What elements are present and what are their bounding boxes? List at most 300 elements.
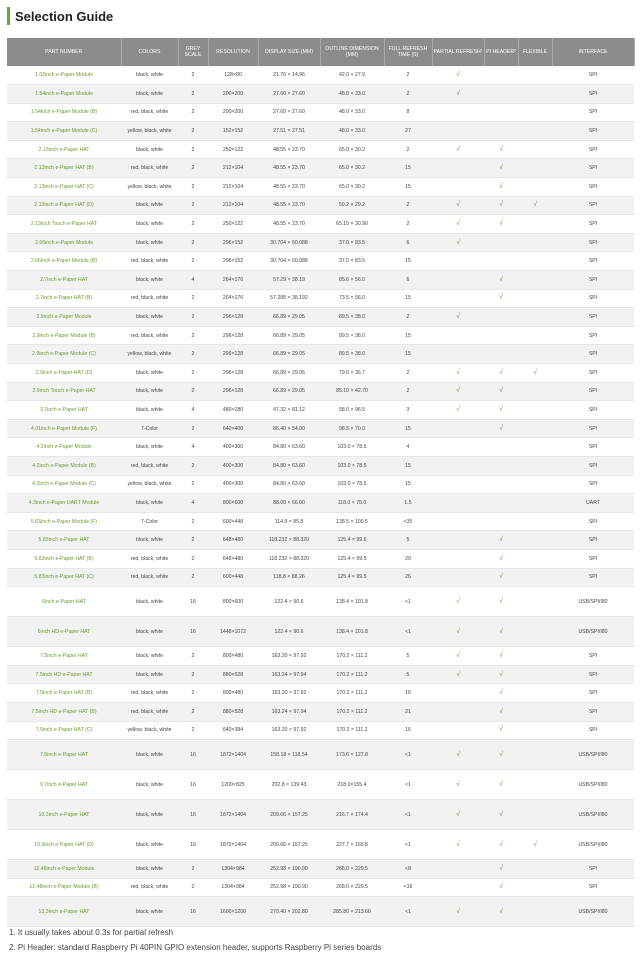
table-row bbox=[7, 531, 634, 550]
cell-colors: red, black, white bbox=[121, 456, 178, 475]
cell-iface: SPI bbox=[552, 878, 634, 897]
check-mark-cell bbox=[432, 122, 484, 141]
cell-refresh: 15 bbox=[384, 326, 432, 345]
cell-res: 1872×1404 bbox=[208, 800, 258, 830]
check-mark-cell bbox=[432, 549, 484, 568]
cell-disp: 48.55 × 23.70 bbox=[258, 178, 320, 197]
check-mark-cell: √ bbox=[432, 85, 484, 104]
table-row bbox=[7, 494, 634, 513]
cell-grey: 2 bbox=[178, 531, 208, 550]
cell-iface: SPI bbox=[552, 549, 634, 568]
cell-colors: black, white bbox=[121, 860, 178, 879]
table-header-row bbox=[7, 38, 634, 66]
cell-refresh: <35 bbox=[384, 512, 432, 531]
table-row bbox=[7, 770, 634, 800]
cell-res: 296×128 bbox=[208, 364, 258, 383]
check-mark-cell bbox=[518, 345, 552, 364]
table-row bbox=[7, 140, 634, 159]
part-number-link[interactable]: 6inch e-Paper HAT bbox=[7, 587, 121, 617]
check-mark-cell bbox=[432, 178, 484, 197]
cell-disp: 270.40 × 202.80 bbox=[258, 897, 320, 927]
cell-grey: 2 bbox=[178, 878, 208, 897]
part-number-link[interactable]: 7.5inch e-Paper HAT (C) bbox=[7, 721, 121, 740]
part-number-link[interactable]: 7.5inch e-Paper HAT (B) bbox=[7, 684, 121, 703]
part-number-link[interactable]: 2.13inch Touch e-Paper HAT bbox=[7, 215, 121, 234]
cell-disp: 163.20 × 97.92 bbox=[258, 721, 320, 740]
check-mark-cell bbox=[484, 326, 518, 345]
table-row bbox=[7, 665, 634, 684]
part-number-link[interactable]: 5.83inch e-Paper HAT bbox=[7, 531, 121, 550]
column-header: PARTIAL REFRESH¹ bbox=[432, 38, 484, 66]
table-row bbox=[7, 271, 634, 290]
cell-outline: 85.10 × 42.70 bbox=[320, 382, 384, 401]
check-mark-cell: √ bbox=[484, 617, 518, 647]
check-mark-cell: √ bbox=[484, 587, 518, 617]
cell-outline: 42.0 × 27.9 bbox=[320, 66, 384, 85]
cell-refresh: <16 bbox=[384, 878, 432, 897]
cell-grey: 2 bbox=[178, 364, 208, 383]
cell-res: 640×384 bbox=[208, 721, 258, 740]
cell-iface: SPI bbox=[552, 382, 634, 401]
check-mark-cell bbox=[432, 271, 484, 290]
check-mark-cell bbox=[518, 878, 552, 897]
part-number-link[interactable]: 2.13inch e-Paper HAT (D) bbox=[7, 196, 121, 215]
part-number-link[interactable]: 2.9inch Touch e-Paper HAT bbox=[7, 382, 121, 401]
table-row bbox=[7, 617, 634, 647]
check-mark-cell: √ bbox=[432, 617, 484, 647]
cell-grey: 2 bbox=[178, 66, 208, 85]
cell-iface: SPI bbox=[552, 326, 634, 345]
part-number-link[interactable]: 4.2inch e-Paper Module (C) bbox=[7, 475, 121, 494]
cell-colors: black, white bbox=[121, 800, 178, 830]
column-header: DISPLAY SIZE (MM) bbox=[258, 38, 320, 66]
part-number-link[interactable]: 7.8inch e-Paper HAT bbox=[7, 740, 121, 770]
cell-outline: 73.5 × 56.0 bbox=[320, 289, 384, 308]
check-mark-cell bbox=[518, 438, 552, 457]
check-mark-cell bbox=[518, 66, 552, 85]
part-number-link[interactable]: 7.5inch e-Paper HAT bbox=[7, 647, 121, 666]
check-mark-cell bbox=[432, 438, 484, 457]
cell-res: 880×528 bbox=[208, 665, 258, 684]
check-mark-cell bbox=[518, 587, 552, 617]
part-number-link[interactable]: 1.54inch e-Paper Module (B) bbox=[7, 103, 121, 122]
check-mark-cell bbox=[484, 512, 518, 531]
table-row bbox=[7, 721, 634, 740]
cell-refresh: 2 bbox=[384, 66, 432, 85]
check-mark-cell bbox=[432, 159, 484, 178]
cell-colors: black, white bbox=[121, 271, 178, 290]
cell-grey: 2 bbox=[178, 382, 208, 401]
part-number-link[interactable]: 2.9inch e-Paper Module (C) bbox=[7, 345, 121, 364]
check-mark-cell bbox=[432, 475, 484, 494]
cell-outline: 103.0 × 78.5 bbox=[320, 475, 384, 494]
cell-iface: SPI bbox=[552, 860, 634, 879]
part-number-link[interactable]: 4.2inch e-Paper Module (B) bbox=[7, 456, 121, 475]
cell-refresh: 4 bbox=[384, 438, 432, 457]
check-mark-cell: √ bbox=[484, 364, 518, 383]
part-number-link[interactable]: 1.02inch e-Paper Module bbox=[7, 66, 121, 85]
check-mark-cell: √ bbox=[432, 308, 484, 327]
cell-disp: 66.89 × 29.05 bbox=[258, 364, 320, 383]
part-number-link[interactable]: 10.3inch e-Paper HAT (D) bbox=[7, 830, 121, 860]
cell-disp: 27.60 × 27.60 bbox=[258, 103, 320, 122]
cell-outline: 118.0 × 75.0 bbox=[320, 494, 384, 513]
cell-disp: 66.89 × 29.05 bbox=[258, 345, 320, 364]
check-mark-cell: √ bbox=[484, 215, 518, 234]
part-number-link[interactable]: 4.2inch e-Paper Module bbox=[7, 438, 121, 457]
cell-colors: black, white bbox=[121, 401, 178, 420]
cell-iface: SPI bbox=[552, 419, 634, 438]
cell-outline: 58.0 × 96.5 bbox=[320, 401, 384, 420]
cell-iface: SPI bbox=[552, 702, 634, 721]
part-number-link[interactable]: 2.13inch e-Paper HAT (C) bbox=[7, 178, 121, 197]
check-mark-cell bbox=[518, 740, 552, 770]
check-mark-cell bbox=[518, 549, 552, 568]
cell-outline: 103.0 × 78.5 bbox=[320, 456, 384, 475]
cell-outline: 65.0 × 30.2 bbox=[320, 159, 384, 178]
part-number-link[interactable]: 5.65inch e-Paper Module (F) bbox=[7, 512, 121, 531]
cell-outline: 48.0 × 33.0 bbox=[320, 85, 384, 104]
check-mark-cell bbox=[518, 308, 552, 327]
check-mark-cell bbox=[432, 512, 484, 531]
table-row bbox=[7, 830, 634, 860]
cell-colors: red, black, white bbox=[121, 326, 178, 345]
cell-iface: SPI bbox=[552, 684, 634, 703]
cell-outline: 268.0 × 229.5 bbox=[320, 860, 384, 879]
cell-iface: SPI bbox=[552, 140, 634, 159]
part-number-link[interactable]: 2.7inch e-Paper HAT (B) bbox=[7, 289, 121, 308]
cell-refresh: 2 bbox=[384, 364, 432, 383]
cell-grey: 2 bbox=[178, 549, 208, 568]
cell-outline: 285.80 × 213.60 bbox=[320, 897, 384, 927]
check-mark-cell bbox=[432, 456, 484, 475]
check-mark-cell: √ bbox=[484, 159, 518, 178]
table-row bbox=[7, 684, 634, 703]
cell-grey: 2 bbox=[178, 289, 208, 308]
title-accent-bar bbox=[7, 7, 10, 25]
cell-grey: 2 bbox=[178, 196, 208, 215]
part-number-link[interactable]: 2.9inch e-Paper Module (B) bbox=[7, 326, 121, 345]
check-mark-cell: √ bbox=[484, 647, 518, 666]
cell-refresh: 16 bbox=[384, 684, 432, 703]
cell-colors: yellow, black, white bbox=[121, 721, 178, 740]
table-row bbox=[7, 345, 634, 364]
check-mark-cell: √ bbox=[432, 800, 484, 830]
check-mark-cell bbox=[432, 684, 484, 703]
check-mark-cell: √ bbox=[432, 647, 484, 666]
cell-res: 264×176 bbox=[208, 271, 258, 290]
cell-colors: red, black, white bbox=[121, 549, 178, 568]
cell-iface: SPI bbox=[552, 475, 634, 494]
cell-res: 400×300 bbox=[208, 438, 258, 457]
cell-grey: 2 bbox=[178, 308, 208, 327]
cell-res: 296×152 bbox=[208, 252, 258, 271]
cell-iface: SPI bbox=[552, 159, 634, 178]
cell-outline: 125.4 × 99.5 bbox=[320, 568, 384, 587]
check-mark-cell: √ bbox=[484, 289, 518, 308]
cell-refresh: 2 bbox=[384, 196, 432, 215]
part-number-link[interactable]: 2.66inch e-Paper Module bbox=[7, 233, 121, 252]
part-number-link[interactable]: 1.54inch e-Paper Module bbox=[7, 85, 121, 104]
cell-disp: 57.29 × 38.19 bbox=[258, 271, 320, 290]
cell-res: 200×200 bbox=[208, 85, 258, 104]
table-row bbox=[7, 308, 634, 327]
cell-refresh: 15 bbox=[384, 289, 432, 308]
cell-outline: 138.4 × 101.8 bbox=[320, 617, 384, 647]
cell-iface: SPI bbox=[552, 531, 634, 550]
check-mark-cell bbox=[484, 475, 518, 494]
cell-res: 296×128 bbox=[208, 345, 258, 364]
check-mark-cell bbox=[484, 66, 518, 85]
cell-res: 212×104 bbox=[208, 178, 258, 197]
cell-res: 250×122 bbox=[208, 215, 258, 234]
cell-iface: SPI bbox=[552, 345, 634, 364]
cell-disp: 252.98 × 190.90 bbox=[258, 878, 320, 897]
check-mark-cell bbox=[518, 702, 552, 721]
part-number-link[interactable]: 3.7inch e-Paper HAT bbox=[7, 401, 121, 420]
check-mark-cell: √ bbox=[432, 196, 484, 215]
check-mark-cell: √ bbox=[484, 684, 518, 703]
table-row bbox=[7, 512, 634, 531]
table-row bbox=[7, 587, 634, 617]
cell-disp: 27.60 × 27.60 bbox=[258, 85, 320, 104]
table-row bbox=[7, 419, 634, 438]
cell-iface: USB/SPI/I80 bbox=[552, 800, 634, 830]
cell-grey: 2 bbox=[178, 647, 208, 666]
cell-colors: black, white bbox=[121, 85, 178, 104]
table-row bbox=[7, 647, 634, 666]
cell-res: 400×300 bbox=[208, 456, 258, 475]
cell-colors: black, white bbox=[121, 438, 178, 457]
check-mark-cell: √ bbox=[484, 419, 518, 438]
cell-colors: black, white bbox=[121, 665, 178, 684]
table-row bbox=[7, 897, 634, 927]
cell-grey: 2 bbox=[178, 122, 208, 141]
check-mark-cell bbox=[518, 897, 552, 927]
check-mark-cell bbox=[518, 178, 552, 197]
check-mark-cell: √ bbox=[432, 66, 484, 85]
cell-disp: 163.20 × 97.92 bbox=[258, 684, 320, 703]
cell-disp: 252.98 × 190.90 bbox=[258, 860, 320, 879]
check-mark-cell: √ bbox=[432, 364, 484, 383]
cell-iface: SPI bbox=[552, 215, 634, 234]
table-row bbox=[7, 233, 634, 252]
cell-refresh: <1 bbox=[384, 897, 432, 927]
cell-outline: 65.0 × 30.2 bbox=[320, 140, 384, 159]
cell-grey: 16 bbox=[178, 800, 208, 830]
cell-refresh: 26 bbox=[384, 568, 432, 587]
part-number-link[interactable]: 12.48inch e-Paper Module bbox=[7, 860, 121, 879]
cell-iface: SPI bbox=[552, 252, 634, 271]
check-mark-cell: √ bbox=[432, 740, 484, 770]
cell-refresh: 15 bbox=[384, 178, 432, 197]
cell-iface: USB/SPI/I80 bbox=[552, 830, 634, 860]
check-mark-cell bbox=[518, 568, 552, 587]
cell-iface: USB/SPI/I80 bbox=[552, 740, 634, 770]
part-number-link[interactable]: 2.13inch e-Paper HAT (B) bbox=[7, 159, 121, 178]
cell-refresh: <1 bbox=[384, 587, 432, 617]
cell-grey: 16 bbox=[178, 587, 208, 617]
cell-disp: 57.288 × 38.192 bbox=[258, 289, 320, 308]
table-row bbox=[7, 159, 634, 178]
cell-outline: 59.2 × 29.2 bbox=[320, 196, 384, 215]
table-row bbox=[7, 860, 634, 879]
part-number-link[interactable]: 7.5inch HD e-Paper HAT bbox=[7, 665, 121, 684]
table-row bbox=[7, 475, 634, 494]
cell-disp: 48.55 × 23.70 bbox=[258, 215, 320, 234]
cell-iface: USB/SPI/I80 bbox=[552, 770, 634, 800]
cell-disp: 209.66 × 157.25 bbox=[258, 800, 320, 830]
cell-grey: 16 bbox=[178, 617, 208, 647]
cell-disp: 202.8 × 139.43 bbox=[258, 770, 320, 800]
cell-outline: 170.2 × 111.2 bbox=[320, 721, 384, 740]
part-number-link[interactable]: 10.3inch e-Paper HAT bbox=[7, 800, 121, 830]
cell-grey: 2 bbox=[178, 419, 208, 438]
cell-refresh: 15 bbox=[384, 456, 432, 475]
part-number-link[interactable]: 2.7inch e-Paper HAT bbox=[7, 271, 121, 290]
cell-res: 800×480 bbox=[208, 647, 258, 666]
cell-grey: 2 bbox=[178, 475, 208, 494]
cell-res: 1304×984 bbox=[208, 878, 258, 897]
part-number-link[interactable]: 5.83inch e-Paper HAT (B) bbox=[7, 549, 121, 568]
check-mark-cell bbox=[518, 531, 552, 550]
part-number-link[interactable]: 4.3inch e-Paper UART Module bbox=[7, 494, 121, 513]
part-number-link[interactable]: 6inch HD e-Paper HAT bbox=[7, 617, 121, 647]
check-mark-cell bbox=[432, 103, 484, 122]
cell-grey: 2 bbox=[178, 140, 208, 159]
cell-colors: black, white bbox=[121, 531, 178, 550]
cell-refresh: 2 bbox=[384, 382, 432, 401]
cell-outline: 125.4 × 99.5 bbox=[320, 531, 384, 550]
check-mark-cell bbox=[432, 289, 484, 308]
check-mark-cell: √ bbox=[484, 897, 518, 927]
cell-colors: yellow, black, white bbox=[121, 122, 178, 141]
check-mark-cell: √ bbox=[484, 740, 518, 770]
cell-outline: 89.5 × 38.0 bbox=[320, 308, 384, 327]
column-header: FULL REFRESH TIME (S) bbox=[384, 38, 432, 66]
part-number-link[interactable]: 2.9inch e-Paper Module bbox=[7, 308, 121, 327]
check-mark-cell bbox=[432, 326, 484, 345]
cell-res: 250×122 bbox=[208, 140, 258, 159]
cell-refresh: 5 bbox=[384, 647, 432, 666]
cell-iface: UART bbox=[552, 494, 634, 513]
cell-iface: SPI bbox=[552, 401, 634, 420]
cell-grey: 2 bbox=[178, 456, 208, 475]
cell-iface: SPI bbox=[552, 721, 634, 740]
check-mark-cell bbox=[518, 289, 552, 308]
cell-iface: SPI bbox=[552, 308, 634, 327]
part-number-link[interactable]: 12.48inch e-Paper Module (B) bbox=[7, 878, 121, 897]
part-number-link[interactable]: 13.3inch e-Paper HAT bbox=[7, 897, 121, 927]
cell-refresh: <1 bbox=[384, 830, 432, 860]
cell-disp: 86.40 × 54.00 bbox=[258, 419, 320, 438]
cell-iface: SPI bbox=[552, 85, 634, 104]
cell-disp: 118.232 × 88.320 bbox=[258, 549, 320, 568]
part-number-link[interactable]: 1.54inch e-Paper Module (C) bbox=[7, 122, 121, 141]
table-row bbox=[7, 103, 634, 122]
part-number-link[interactable]: 4.01inch e-Paper Module (F) bbox=[7, 419, 121, 438]
table-row bbox=[7, 215, 634, 234]
cell-iface: SPI bbox=[552, 647, 634, 666]
cell-colors: black, white bbox=[121, 196, 178, 215]
part-number-link[interactable]: 2.13inch e-Paper HAT bbox=[7, 140, 121, 159]
check-mark-cell bbox=[484, 345, 518, 364]
cell-outline: 268.0 × 229.5 bbox=[320, 878, 384, 897]
check-mark-cell bbox=[432, 860, 484, 879]
part-number-link[interactable]: 7.5inch HD e-Paper HAT (B) bbox=[7, 702, 121, 721]
page-title: Selection Guide bbox=[15, 8, 114, 24]
column-header: OUTLINE DIMENSION (MM) bbox=[320, 38, 384, 66]
cell-outline: 79.0 × 36.7 bbox=[320, 364, 384, 383]
cell-colors: black, white bbox=[121, 647, 178, 666]
part-number-link[interactable]: 2.66inch e-Paper Module (B) bbox=[7, 252, 121, 271]
cell-outline: 170.2 × 111.2 bbox=[320, 665, 384, 684]
cell-outline: 170.2 × 111.2 bbox=[320, 702, 384, 721]
part-number-link[interactable]: 2.9inch e-Paper HAT (D) bbox=[7, 364, 121, 383]
check-mark-cell bbox=[518, 617, 552, 647]
cell-disp: 48.55 × 23.70 bbox=[258, 159, 320, 178]
table-row bbox=[7, 568, 634, 587]
cell-outline: 170.2 × 111.2 bbox=[320, 647, 384, 666]
cell-colors: black, white bbox=[121, 233, 178, 252]
table-row bbox=[7, 800, 634, 830]
cell-grey: 2 bbox=[178, 345, 208, 364]
column-header: RESOLUTION bbox=[208, 38, 258, 66]
table-row bbox=[7, 252, 634, 271]
cell-refresh: 2 bbox=[384, 215, 432, 234]
part-number-link[interactable]: 9.7inch e-Paper HAT bbox=[7, 770, 121, 800]
cell-disp: 118.8 × 88.26 bbox=[258, 568, 320, 587]
cell-grey: 2 bbox=[178, 702, 208, 721]
cell-refresh: 15 bbox=[384, 475, 432, 494]
cell-disp: 88.00 × 66.00 bbox=[258, 494, 320, 513]
cell-outline: 48.0 × 33.0 bbox=[320, 122, 384, 141]
cell-colors: black, white bbox=[121, 740, 178, 770]
cell-outline: 103.0 × 78.5 bbox=[320, 438, 384, 457]
check-mark-cell bbox=[484, 85, 518, 104]
check-mark-cell bbox=[518, 103, 552, 122]
cell-grey: 2 bbox=[178, 326, 208, 345]
check-mark-cell: √ bbox=[484, 830, 518, 860]
check-mark-cell: √ bbox=[432, 770, 484, 800]
table-row bbox=[7, 401, 634, 420]
cell-colors: red, black, white bbox=[121, 289, 178, 308]
check-mark-cell: √ bbox=[432, 233, 484, 252]
cell-grey: 2 bbox=[178, 178, 208, 197]
cell-colors: yellow, black, white bbox=[121, 345, 178, 364]
cell-res: 800×600 bbox=[208, 494, 258, 513]
cell-refresh: 8 bbox=[384, 103, 432, 122]
table-row bbox=[7, 364, 634, 383]
cell-refresh: 2 bbox=[384, 308, 432, 327]
check-mark-cell: √ bbox=[432, 830, 484, 860]
cell-colors: 7-Color bbox=[121, 419, 178, 438]
cell-iface: SPI bbox=[552, 512, 634, 531]
cell-refresh: 2 bbox=[384, 140, 432, 159]
cell-colors: red, black, white bbox=[121, 568, 178, 587]
cell-res: 1448×1072 bbox=[208, 617, 258, 647]
cell-iface: SPI bbox=[552, 122, 634, 141]
table-row bbox=[7, 178, 634, 197]
cell-refresh: 20 bbox=[384, 549, 432, 568]
cell-iface: USB/SPI/I80 bbox=[552, 587, 634, 617]
cell-disp: 84.80 × 63.60 bbox=[258, 475, 320, 494]
cell-refresh: 21 bbox=[384, 702, 432, 721]
check-mark-cell bbox=[518, 382, 552, 401]
part-number-link[interactable]: 5.83inch e-Paper HAT (C) bbox=[7, 568, 121, 587]
table-row bbox=[7, 66, 634, 85]
cell-iface: SPI bbox=[552, 178, 634, 197]
